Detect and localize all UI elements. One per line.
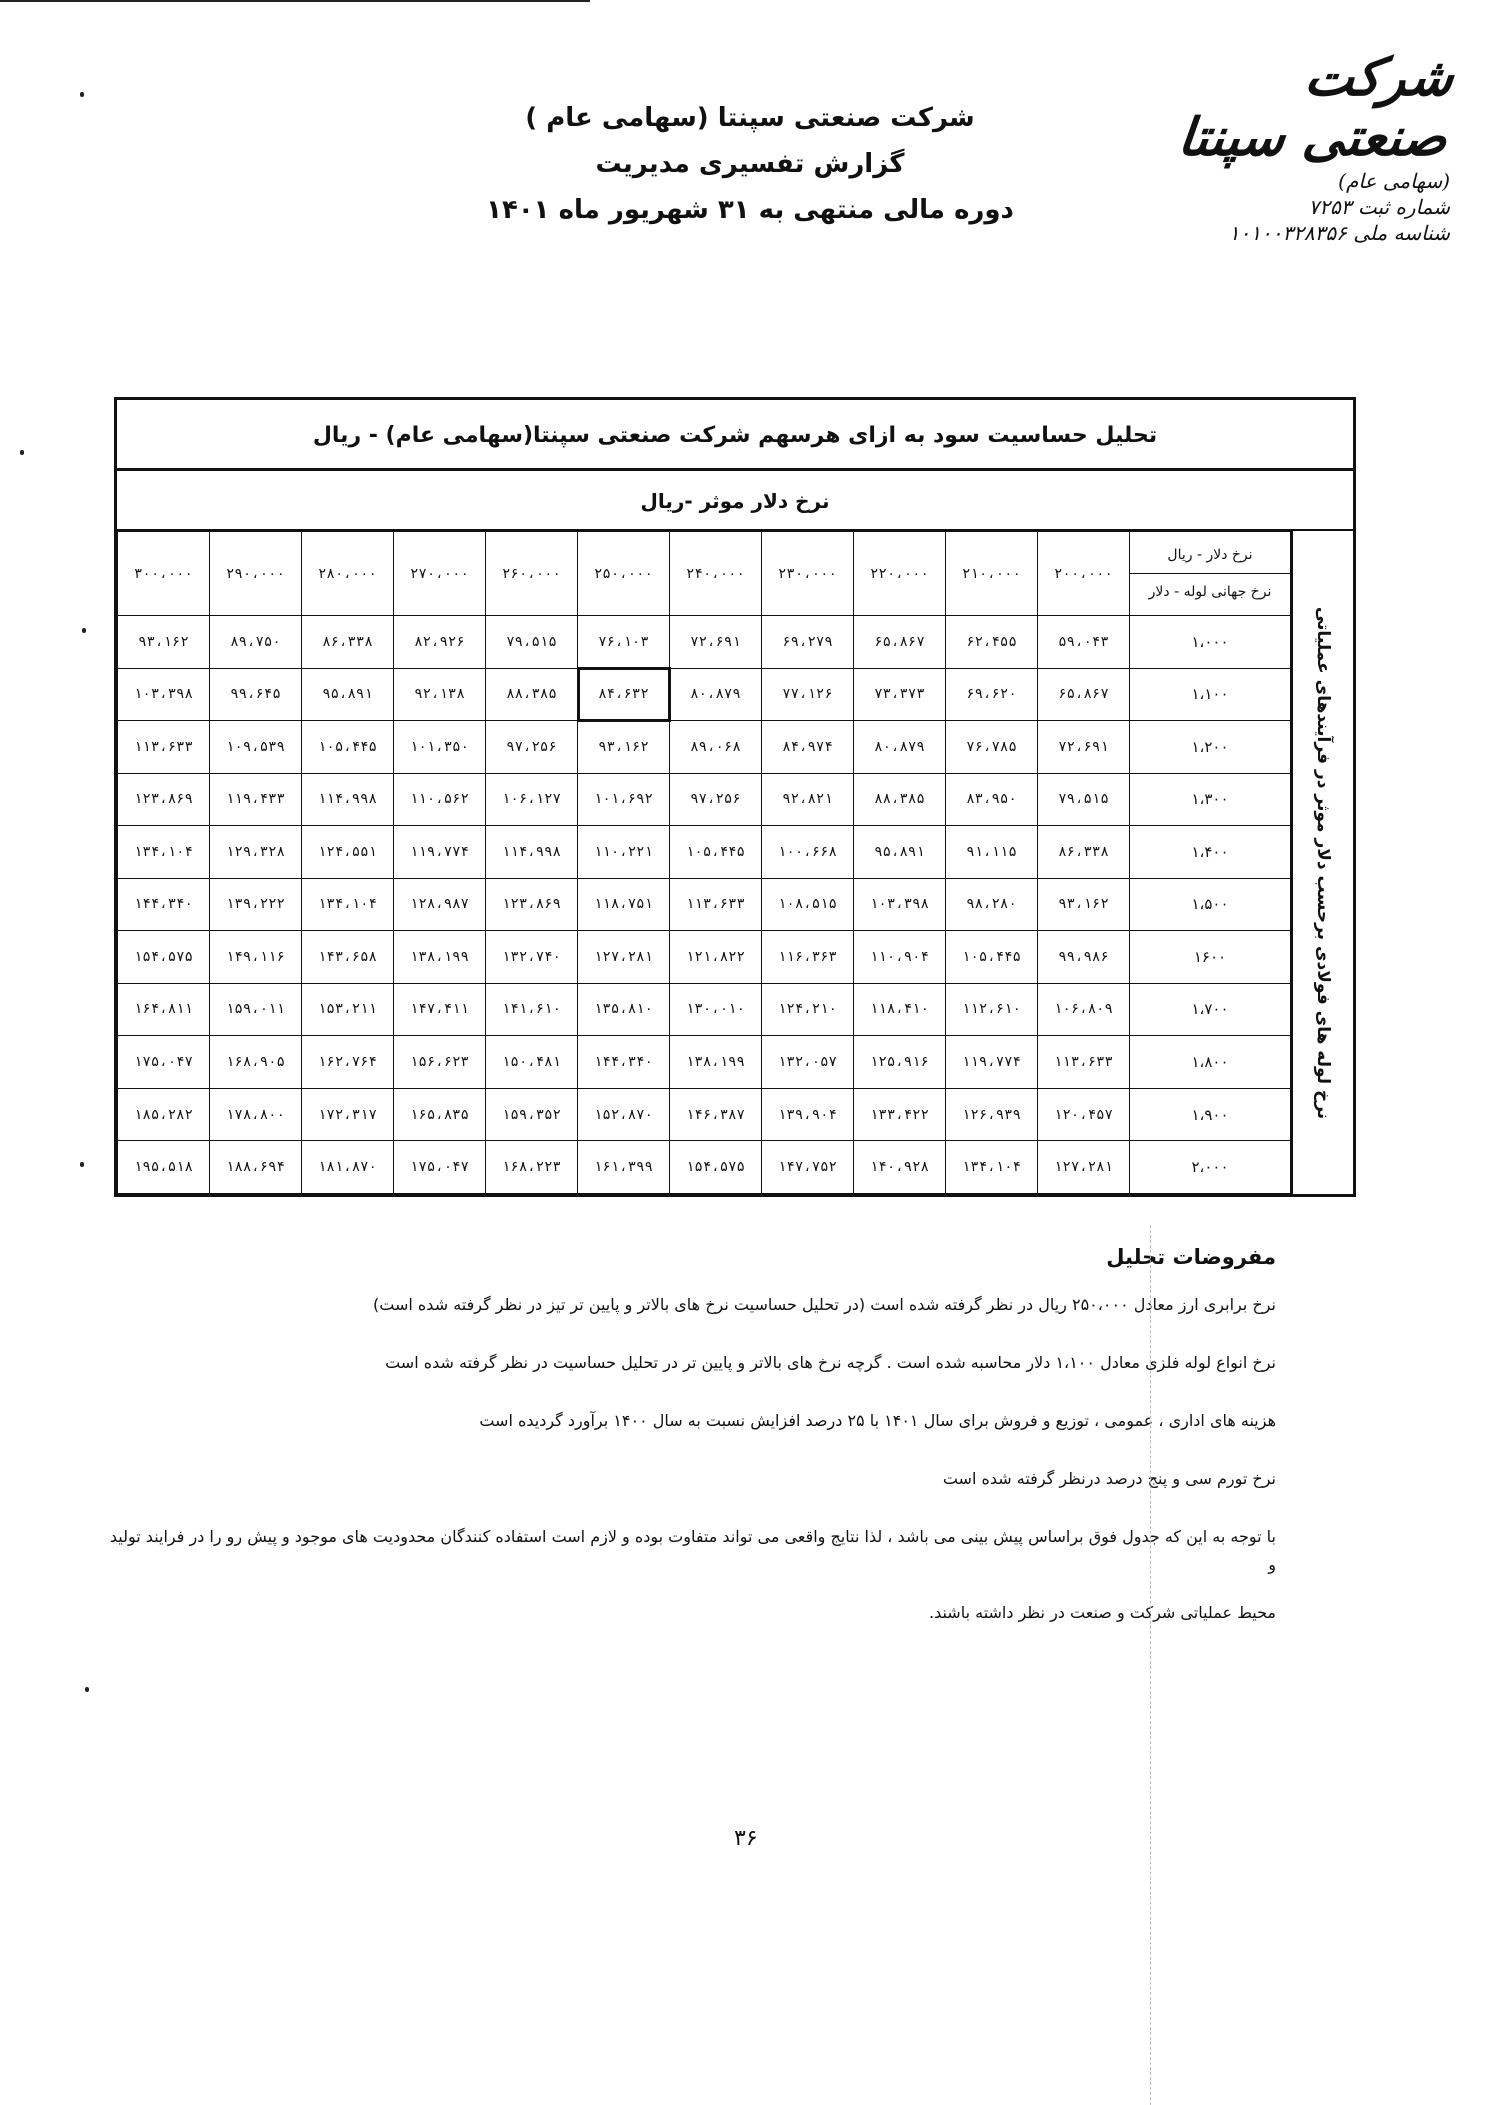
table-cell: ۱۰۱،۳۵۰ — [394, 721, 486, 774]
corner-cell — [1130, 532, 1291, 616]
report-title: گزارش تفسیری مدیریت — [595, 149, 905, 179]
table-row — [118, 1036, 1291, 1089]
table-cell: ۱۴۴،۳۴۰ — [118, 878, 210, 931]
row-pipe-rate: ۱،۲۰۰ — [1130, 721, 1291, 774]
table-cell: ۱۰۳،۳۹۸ — [118, 668, 210, 721]
table-cell: ۱۷۵،۰۴۷ — [118, 1036, 210, 1089]
assumption-item: نرخ برابری ارز معادل ۲۵۰،۰۰۰ ریال در نظر گرفته شده است (در تحلیل حساسیت نرخ های بالاتر و پایین تر تیز در نظر گرفته شده است) — [373, 1295, 1276, 1314]
table-cell: ۱۱۸،۴۱۰ — [854, 983, 946, 1036]
table-cell: ۱۰۵،۴۴۵ — [946, 931, 1038, 984]
table-cell: ۹۳،۱۶۲ — [1038, 878, 1130, 931]
table-cell: ۱۳۸،۱۹۹ — [670, 1036, 762, 1089]
assumption-item: با توجه به این که جدول فوق براساس پیش بینی می باشد ، لذا نتایج واقعی می تواند متفاوت بوده و لازم است استفاده کنندگان محدودیت های موجود و پیش رو را در فرایند تولید و — [109, 1527, 1276, 1574]
table-cell: ۱۲۳،۸۶۹ — [486, 878, 578, 931]
table-row — [118, 668, 1291, 721]
table-cell: ۹۹،۹۸۶ — [1038, 931, 1130, 984]
column-header: ۲۲۰،۰۰۰ — [854, 532, 946, 616]
row-pipe-rate: ۱۶۰۰ — [1130, 931, 1291, 984]
table-cell: ۱۴۳،۶۵۸ — [302, 931, 394, 984]
table-cell: ۱۵۹،۳۵۲ — [486, 1088, 578, 1141]
table-cell: ۱۶۱،۳۹۹ — [578, 1141, 670, 1194]
table-row — [118, 1141, 1291, 1194]
table-cell: ۱۱۰،۹۰۴ — [854, 931, 946, 984]
table-cell: ۸۸،۳۸۵ — [854, 773, 946, 826]
table-row — [118, 878, 1291, 931]
table-cell: ۹۲،۱۳۸ — [394, 668, 486, 721]
assumptions-heading: مفروضات تحلیل — [1106, 1245, 1276, 1269]
table-cell: ۱۱۴،۹۹۸ — [302, 773, 394, 826]
table-cell: ۷۲،۶۹۱ — [1038, 721, 1130, 774]
table-cell: ۸۴،۹۷۴ — [762, 721, 854, 774]
table-cell: ۱۱۳،۶۳۳ — [118, 721, 210, 774]
table-cell: ۸۹،۷۵۰ — [210, 616, 302, 669]
table-cell: ۵۹،۰۴۳ — [1038, 616, 1130, 669]
table-cell: ۱۲۸،۹۸۷ — [394, 878, 486, 931]
table-cell: ۱۲۰،۴۵۷ — [1038, 1088, 1130, 1141]
table-cell: ۱۶۸،۹۰۵ — [210, 1036, 302, 1089]
table-cell: ۱۲۵،۹۱۶ — [854, 1036, 946, 1089]
table-cell: ۱۴۷،۴۱۱ — [394, 983, 486, 1036]
table-cell: ۱۴۷،۷۵۲ — [762, 1141, 854, 1194]
company-logo-stamp — [1150, 47, 1457, 246]
row-pipe-rate: ۱،۳۰۰ — [1130, 773, 1291, 826]
table-cell: ۱۵۶،۶۲۳ — [394, 1036, 486, 1089]
table-cell: ۱۳۹،۹۰۴ — [762, 1088, 854, 1141]
table-cell: ۷۷،۱۲۶ — [762, 668, 854, 721]
table-cell: ۱۴۶،۳۸۷ — [670, 1088, 762, 1141]
row-pipe-rate: ۲،۰۰۰ — [1130, 1141, 1291, 1194]
row-pipe-rate: ۱،۰۰۰ — [1130, 616, 1291, 669]
table-cell: ۱۶۲،۷۶۴ — [302, 1036, 394, 1089]
corner-dollar-rate-label: نرخ دلار - ریال — [1130, 537, 1290, 574]
logo-national-id: شناسه ملی ۱۰۱۰۰۳۲۸۳۵۶ — [1228, 221, 1450, 245]
page-header — [440, 95, 1060, 233]
table-cell: ۱۱۳،۶۳۳ — [1038, 1036, 1130, 1089]
table-cell: ۱۵۰،۴۸۱ — [486, 1036, 578, 1089]
table-cell: ۹۳،۱۶۲ — [118, 616, 210, 669]
logo-name: شرکت صنعتی سپنتا — [1175, 47, 1457, 168]
scan-fold-line — [1150, 1225, 1151, 2105]
table-row — [118, 983, 1291, 1036]
table-cell: ۱۶۴،۸۱۱ — [118, 983, 210, 1036]
table-cell: ۱۱۲،۶۱۰ — [946, 983, 1038, 1036]
table-row — [118, 1088, 1291, 1141]
report-period: دوره مالی منتهی به ۳۱ شهریور ماه ۱۴۰۱ — [486, 195, 1014, 225]
table-cell: ۱۳۴،۱۰۴ — [946, 1141, 1038, 1194]
table-cell: ۱۷۵،۰۴۷ — [394, 1141, 486, 1194]
header-row — [118, 532, 1291, 616]
table-cell: ۹۵،۸۹۱ — [854, 826, 946, 879]
column-header: ۲۰۰،۰۰۰ — [1038, 532, 1130, 616]
page-number: ۳۶ — [734, 1826, 758, 1851]
table-cell: ۷۹،۵۱۵ — [1038, 773, 1130, 826]
table-cell: ۱۴۹،۱۱۶ — [210, 931, 302, 984]
table-cell: ۱۵۲،۸۷۰ — [578, 1088, 670, 1141]
table-cell: ۱۴۴،۳۴۰ — [578, 1036, 670, 1089]
table-cell: ۸۶،۳۳۸ — [1038, 826, 1130, 879]
table-cell: ۱۲۶،۹۳۹ — [946, 1088, 1038, 1141]
table-cell: ۱۱۰،۲۲۱ — [578, 826, 670, 879]
table-cell: ۱۰۹،۵۳۹ — [210, 721, 302, 774]
table-cell: ۱۳۲،۷۴۰ — [486, 931, 578, 984]
table-cell: ۸۲،۹۲۶ — [394, 616, 486, 669]
column-header: ۲۳۰،۰۰۰ — [762, 532, 854, 616]
table-cell: ۷۹،۵۱۵ — [486, 616, 578, 669]
table-cell: ۶۵،۸۶۷ — [854, 616, 946, 669]
table-row — [118, 826, 1291, 879]
scan-speck — [80, 92, 84, 97]
table-cell: ۶۹،۲۷۹ — [762, 616, 854, 669]
sensitivity-table — [117, 531, 1291, 1194]
sensitivity-table-frame — [114, 397, 1356, 1197]
table-title: تحلیل حساسیت سود به ازای هرسهم شرکت صنعتی سپنتا(سهامی عام) - ریال — [117, 400, 1353, 471]
logo-type: (سهامی عام) — [1338, 169, 1450, 193]
column-header: ۲۴۰،۰۰۰ — [670, 532, 762, 616]
row-pipe-rate: ۱،۴۰۰ — [1130, 826, 1291, 879]
table-cell: ۱۴۰،۹۲۸ — [854, 1141, 946, 1194]
table-cell: ۱۰۶،۱۲۷ — [486, 773, 578, 826]
table-cell: ۱۳۴،۱۰۴ — [302, 878, 394, 931]
table-cell: ۱۰۸،۵۱۵ — [762, 878, 854, 931]
assumption-item: محیط عملیاتی شرکت و صنعت در نظر داشته باشند. — [928, 1603, 1276, 1622]
table-cell: ۱۰۵،۴۴۵ — [302, 721, 394, 774]
table-cell: ۱۵۴،۵۷۵ — [670, 1141, 762, 1194]
table-cell: ۱۲۱،۸۲۲ — [670, 931, 762, 984]
table-cell: ۱۶۵،۸۳۵ — [394, 1088, 486, 1141]
table-cell: ۷۶،۷۸۵ — [946, 721, 1038, 774]
scan-speck — [82, 628, 86, 633]
table-cell: ۱۷۸،۸۰۰ — [210, 1088, 302, 1141]
column-header: ۲۸۰،۰۰۰ — [302, 532, 394, 616]
column-header: ۲۹۰،۰۰۰ — [210, 532, 302, 616]
table-cell: ۹۷،۲۵۶ — [486, 721, 578, 774]
table-cell: ۶۹،۶۲۰ — [946, 668, 1038, 721]
table-cell: ۱۸۸،۶۹۴ — [210, 1141, 302, 1194]
table-row — [118, 616, 1291, 669]
company-name: شرکت صنعتی سپنتا (سهامی عام ) — [525, 103, 975, 133]
table-cell: ۱۴۱،۶۱۰ — [486, 983, 578, 1036]
table-subtitle: نرخ دلار موثر -ریال — [117, 471, 1353, 531]
side-label-cell — [1291, 531, 1353, 1194]
table-cell: ۸۸،۳۸۵ — [486, 668, 578, 721]
table-cell: ۱۱۶،۳۶۳ — [762, 931, 854, 984]
table-cell: ۱۳۳،۴۲۲ — [854, 1088, 946, 1141]
table-cell: ۱۹۵،۵۱۸ — [118, 1141, 210, 1194]
table-cell: ۹۱،۱۱۵ — [946, 826, 1038, 879]
row-pipe-rate: ۱،۵۰۰ — [1130, 878, 1291, 931]
table-cell: ۱۰۵،۴۴۵ — [670, 826, 762, 879]
assumptions-section — [100, 1245, 1276, 1657]
table-cell: ۱۳۴،۱۰۴ — [118, 826, 210, 879]
column-header: ۲۷۰،۰۰۰ — [394, 532, 486, 616]
table-cell: ۹۳،۱۶۲ — [578, 721, 670, 774]
table-cell: ۸۰،۸۷۹ — [670, 668, 762, 721]
table-cell: ۶۵،۸۶۷ — [1038, 668, 1130, 721]
table-cell: ۱۸۱،۸۷۰ — [302, 1141, 394, 1194]
table-row — [118, 931, 1291, 984]
row-pipe-rate: ۱،۹۰۰ — [1130, 1088, 1291, 1141]
table-cell: ۱۳۵،۸۱۰ — [578, 983, 670, 1036]
row-pipe-rate: ۱،۱۰۰ — [1130, 668, 1291, 721]
logo-reg: شماره ثبت ۷۲۵۳ — [1308, 195, 1450, 219]
table-cell: ۸۴،۶۳۲ — [578, 668, 670, 721]
assumption-item: نرخ تورم سی و پنج درصد درنظر گرفته شده است — [942, 1469, 1276, 1488]
table-cell: ۱۳۲،۰۵۷ — [762, 1036, 854, 1089]
corner-pipe-rate-label: نرخ جهانی لوله - دلار — [1148, 584, 1272, 600]
table-cell: ۱۶۸،۲۲۳ — [486, 1141, 578, 1194]
table-cell: ۱۱۹،۷۷۴ — [394, 826, 486, 879]
table-row — [118, 721, 1291, 774]
table-cell: ۷۲،۶۹۱ — [670, 616, 762, 669]
table-cell: ۱۲۹،۳۲۸ — [210, 826, 302, 879]
table-cell: ۱۰۰،۶۶۸ — [762, 826, 854, 879]
row-pipe-rate: ۱،۷۰۰ — [1130, 983, 1291, 1036]
table-cell: ۱۲۷،۲۸۱ — [578, 931, 670, 984]
table-row — [118, 773, 1291, 826]
table-cell: ۸۰،۸۷۹ — [854, 721, 946, 774]
table-cell: ۹۹،۶۴۵ — [210, 668, 302, 721]
table-cell: ۱۵۴،۵۷۵ — [118, 931, 210, 984]
column-header: ۲۱۰،۰۰۰ — [946, 532, 1038, 616]
table-cell: ۸۶،۳۳۸ — [302, 616, 394, 669]
scan-speck — [85, 1687, 89, 1692]
table-cell: ۱۰۶،۸۰۹ — [1038, 983, 1130, 1036]
table-cell: ۱۱۰،۵۶۲ — [394, 773, 486, 826]
table-cell: ۱۳۹،۲۲۲ — [210, 878, 302, 931]
table-cell: ۱۱۸،۷۵۱ — [578, 878, 670, 931]
table-cell: ۱۵۹،۰۱۱ — [210, 983, 302, 1036]
table-cell: ۱۸۵،۲۸۲ — [118, 1088, 210, 1141]
table-cell: ۱۲۳،۸۶۹ — [118, 773, 210, 826]
table-cell: ۱۰۳،۳۹۸ — [854, 878, 946, 931]
column-header: ۲۵۰،۰۰۰ — [578, 532, 670, 616]
table-cell: ۱۳۰،۰۱۰ — [670, 983, 762, 1036]
column-header: ۳۰۰،۰۰۰ — [118, 532, 210, 616]
table-cell: ۸۹،۰۶۸ — [670, 721, 762, 774]
column-header: ۲۶۰،۰۰۰ — [486, 532, 578, 616]
table-cell: ۹۸،۲۸۰ — [946, 878, 1038, 931]
table-cell: ۱۱۹،۴۳۳ — [210, 773, 302, 826]
table-cell: ۱۲۴،۲۱۰ — [762, 983, 854, 1036]
table-cell: ۷۶،۱۰۳ — [578, 616, 670, 669]
table-cell: ۱۲۴،۵۵۱ — [302, 826, 394, 879]
top-rule — [0, 0, 590, 2]
table-cell: ۱۳۸،۱۹۹ — [394, 931, 486, 984]
table-cell: ۱۱۹،۷۷۴ — [946, 1036, 1038, 1089]
table-cell: ۹۵،۸۹۱ — [302, 668, 394, 721]
table-cell: ۹۷،۲۵۶ — [670, 773, 762, 826]
table-cell: ۷۳،۳۷۳ — [854, 668, 946, 721]
assumption-item: نرخ انواع لوله فلزی معادل ۱،۱۰۰ دلار محاسبه شده است . گرچه نرخ های بالاتر و پایین تر در تحلیل حساسیت در نظر گرفته شده است — [385, 1353, 1276, 1372]
side-label: نرخ لوله های فولادی برحسب دلار موثر در فرآیندهای عملیاتی — [1313, 606, 1333, 1119]
assumption-item: هزینه های اداری ، عمومی ، توزیع و فروش برای سال ۱۴۰۱ با ۲۵ درصد افزایش نسبت به سال ۱۴۰۰ برآورد گردیده است — [479, 1411, 1276, 1430]
table-cell: ۱۱۴،۹۹۸ — [486, 826, 578, 879]
scan-speck — [80, 1162, 84, 1167]
table-cell: ۹۲،۸۲۱ — [762, 773, 854, 826]
scan-speck — [20, 450, 24, 455]
table-cell: ۱۲۷،۲۸۱ — [1038, 1141, 1130, 1194]
table-cell: ۱۵۳،۲۱۱ — [302, 983, 394, 1036]
row-pipe-rate: ۱،۸۰۰ — [1130, 1036, 1291, 1089]
table-cell: ۱۱۳،۶۳۳ — [670, 878, 762, 931]
table-cell: ۶۲،۴۵۵ — [946, 616, 1038, 669]
table-cell: ۱۷۲،۳۱۷ — [302, 1088, 394, 1141]
table-cell: ۱۰۱،۶۹۲ — [578, 773, 670, 826]
table-cell: ۸۳،۹۵۰ — [946, 773, 1038, 826]
